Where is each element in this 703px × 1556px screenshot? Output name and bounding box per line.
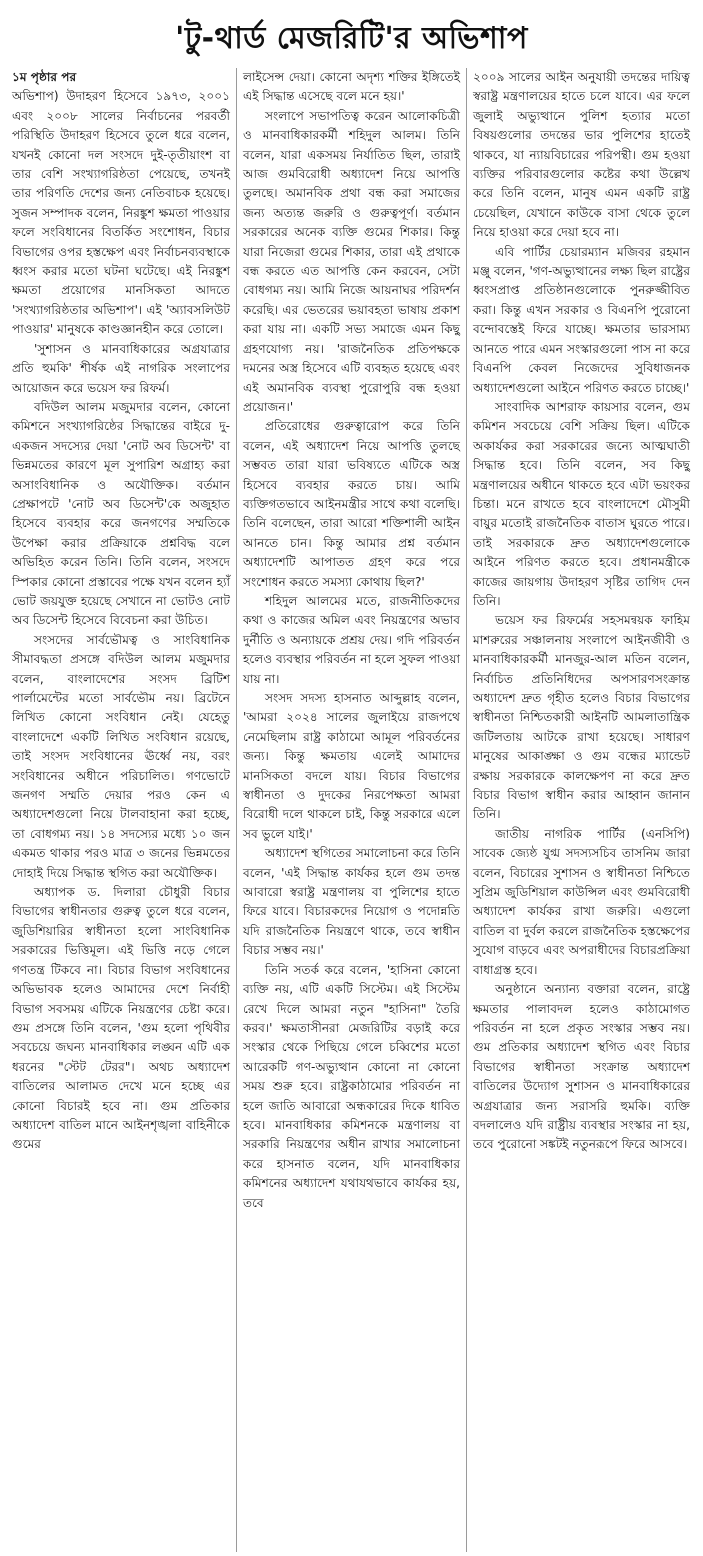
column-3 [466,68,696,1552]
paragraph: সাংবাদিক আশরাফ কায়সার বলেন, গুম কমিশন সবচেয়ে বেশি সক্রিয় ছিল। এটিকে অকার্যকর করা সরকারের জন্যে আত্মঘাতী সিদ্ধান্ত হবে। তিনি বলেন, সব কিছু মন্ত্রণালয়ের অধীনে থাকতে হবে এটা ভয়ংকর চিন্তা। মনে রাখতে হবে বাংলাদেশে মৌসুমী বায়ুর মতোই রাজনৈতিক বাতাস ঘুরতে পারে। তাই সরকারকে দ্রুত অধ্যাদেশগুলোকে আইনে পরিণত করতে হবে। প্রধানমন্ত্রীকে কাজের জায়গায় উদাহরণ সৃষ্টির তাগিদ দেন তিনি। [473,399,690,608]
paragraph: জাতীয় নাগরিক পার্টির (এনসিপি) সাবেক জ্যেষ্ঠ যুগ্ম সদস্যসচিব তাসনিম জারা বলেন, বিচারের সুশাসন ও স্বাধীনতা নিশ্চিতে সুপ্রিম জুডিশিয়াল কাউন্সিল এবং গুমবিরোধী অধ্যাদেশ কার্যকর রাখা জরুরি। এগুলো বাতিল বা দুর্বল করলে রাজনৈতিক হস্তক্ষেপের সুযোগ বাড়বে এবং অপরাধীদের বিচারপ্রক্রিয়া বাধাগ্রস্ত হবে। [473,826,690,977]
paragraph: সংসদ সদস্য হাসনাত আব্দুল্লাহ বলেন, 'আমরা ২০২৪ সালের জুলাইয়ে রাজপথে নেমেছিলাম রাষ্ট্র কাঠামো আমূল পরিবর্তনের জন্য। কিন্তু ক্ষমতায় এলেই আমাদের মানসিকতা বদলে যায়। বিচার বিভাগের স্বাধীনতা ও দুদকের নিরপেক্ষতা আমরা বিরোধী দলে থাকলে চাই, কিন্তু সরকারে এলে সব ভুলে যাই।' [243,691,460,841]
paragraph: লাইসেন্স দেয়া। কোনো অদৃশ্য শক্তির ইঙ্গিতেই এই সিদ্ধান্ত এসেছে বলে মনে হয়।' [243,70,460,104]
paragraph: ভয়েস ফর রিফর্মের সহসমন্বয়ক ফাহিম মাশরুরের সঞ্চালনায় সংলাপে আইনজীবী ও মানবাধিকারকর্মী মানজুর-আল মতিন বলেন, নির্বাচিত প্রতিনিধিদের অপসারণসংক্রান্ত অধ্যাদেশ দ্রুত গৃহীত হলেও বিচার বিভাগের স্বাধীনতা নিশ্চিতকারী আইনটি আমলাতান্ত্রিক জটিলতায় আটকে রাখা হয়েছে। সাধারণ মানুষের আকাঙ্ক্ষা ও গুম বন্ধের ম্যান্ডেট রক্ষায় সরকারকে কালক্ষেপণ না করে দ্রুত বিচার বিভাগ স্বাধীন করার আহ্বান জানান তিনি। [473,613,690,822]
paragraph: অধ্যাদেশ স্থগিতের সমালোচনা করে তিনি বলেন, 'এই সিদ্ধান্ত কার্যকর হলে গুম তদন্ত আবারো স্বরাষ্ট্র মন্ত্রণালয় বা পুলিশের হাতে ফিরে যাবে। বিচারকদের নিয়োগ ও পদোন্নতি যদি রাজনৈতিক নিয়ন্ত্রণে থাকে, তবে স্বাধীন বিচার সম্ভব নয়।' [243,846,460,958]
headline: 'টু-থার্ড মেজরিটি'র অভিশাপ [175,21,528,56]
paragraph: ২০০৯ সালের আইন অনুযায়ী তদন্তের দায়িত্ব স্বরাষ্ট্র মন্ত্রণালয়ের হাতে চলে যাবে। এর ফলে জুলাই অভ্যুত্থানে পুলিশ হত্যার মতো বিষয়গুলোর তদন্তের ভার পুলিশের হাতেই থাকবে, যা ন্যায়বিচারের পরিপন্থী। গুম হওয়া ব্যক্তির পরিবারগুলোর কষ্টের কথা উল্লেখ করে তিনি বলেন, মানুষ এমন একটি রাষ্ট্র চেয়েছিল, যেখানে কাউকে বাসা থেকে তুলে নিয়ে হাওয়া করে দেয়া হবে না। [473,70,690,240]
continued-from-label: ১ম পৃষ্ঠার পর [12,70,77,84]
article-columns [6,68,697,1552]
paragraph: 'সুশাসন ও মানবাধিকারের অগ্রযাত্রার প্রতি হুমকি' শীর্ষক এই নাগরিক সংলাপের আয়োজন করে ভয়েস ফর রিফর্ম। [12,341,230,395]
column-2 [236,68,466,1552]
paragraph: সংলাপে সভাপতিত্ব করেন আলোকচিত্রী ও মানবাধিকারকর্মী শহিদুল আলম। তিনি বলেন, যারা একসময় নির্যাতিত ছিল, তারাই আজ গুমবিরোধী অধ্যাদেশ নিয়ে আপত্তি তুলছে। অমানবিক প্রথা বন্ধ করা সমাজের জন্য অত্যন্ত জরুরি ও গুরুত্বপূর্ণ। বর্তমান সরকারের অনেক ব্যক্তি গুমের শিকার। কিন্তু যারা নিজেরা গুমের শিকার, তারা এই প্রথাকে বন্ধ করতে এত আপত্তি কেন করবেন, সেটা বোধগম্য নয়। আমি নিজে আয়নাঘর পরিদর্শন করেছি। এর ভেতরের ভয়াবহতা ভাষায় প্রকাশ করা যায় না। একটি সভ্য সমাজে এমন কিছু গ্রহণযোগ্য নয়। 'রাজনৈতিক প্রতিপক্ষকে দমনের অস্ত্র হিসেবে এটি ব্যবহৃত হয়েছে এবং এই অমানবিক ব্যবস্থা পুরোপুরি বন্ধ হওয়া প্রয়োজন।' [243,108,460,414]
paragraph: শহিদুল আলমের মতে, রাজনীতিকদের কথা ও কাজের অমিল এবং নিয়ন্ত্রণের অভাব দুর্নীতি ও অন্যায়কে প্রশ্রয় দেয়। গদি পরিবর্তন হলেও ব্যবস্থার পরিবর্তন না হলে সুফল পাওয়া যায় না। [243,593,460,686]
paragraph: অভিশাপ) উদাহরণ হিসেবে ১৯৭৩, ২০০১ এবং ২০০৮ সালের নির্বাচনের পরবর্তী পরিস্থিতি উদাহরণ হিসেবে তুলে ধরে বলেন, যখনই কোনো দল সংসদে দুই-তৃতীয়াংশ বা তার বেশি সংখ্যাগরিষ্ঠতা পেয়েছে, তখনই তার পরিণতি দেশের জন্য নেতিবাচক হয়েছে। সুজন সম্পাদক বলেন, নিরঙ্কুশ ক্ষমতা পাওয়ার ফলে সংবিধানের বিতর্কিত সংশোধন, বিচার বিভাগের ওপর হস্তক্ষেপ এবং নির্বাচনব্যবস্থাকে ধ্বংস করার মতো ঘটনা ঘটেছে। এই নিরঙ্কুশ ক্ষমতা প্রয়োগের মানসিকতা আদতে 'সংখ্যাগরিষ্ঠতার অভিশাপ'। এই 'অ্যাবসলিউট পাওয়ার' মানুষকে কাণ্ডজ্ঞানহীন করে তোলে। [12,89,230,337]
paragraph: অধ্যাপক ড. দিলারা চৌধুরী বিচার বিভাগের স্বাধীনতার গুরুত্ব তুলে ধরে বলেন, জুডিশিয়ারির স্বাধীনতা হলো সাংবিধানিক সরকারের ভিত্তিমূল। এই ভিত্তি নড়ে গেলে গণতন্ত্র টিকবে না। বিচার বিভাগ সংবিধানের অভিভাবক হলেও আমাদের দেশে নির্বাহী বিভাগ সবসময় এটিকে নিয়ন্ত্রণের চেষ্টা করে। গুম প্রসঙ্গে তিনি বলেন, 'গুম হলো পৃথিবীর সবচেয়ে জঘন্য মানবাধিকার লঙ্ঘন এটি এক ধরনের "স্টেট টেরর"। অথচ অধ্যাদেশ বাতিলের আলামত দেখে মনে হচ্ছে এর কোনো বিচারই হবে না। গুম প্রতিকার অধ্যাদেশ বাতিল মানে আইনশৃঙ্খলা বাহিনীকে গুমের [12,885,230,1152]
column-1 [6,68,236,1552]
paragraph: তিনি সতর্ক করে বলেন, 'হাসিনা কোনো ব্যক্তি নয়, এটি একটি সিস্টেম। এই সিস্টেম রেখে দিলে আমরা নতুন "হাসিনা" তৈরি করব।' ক্ষমতাসীনরা মেজরিটির বড়াই করে সংস্কার থেকে পিছিয়ে গেলে চব্বিশের মতো আরেকটি গণ-অভ্যুত্থান কোনো না কোনো সময় শুরু হবে। রাষ্ট্রকাঠামোর পরিবর্তন না হলে জাতি আবারো অন্ধকারের দিকে ধাবিত হবে। মানবাধিকার কমিশনকে মন্ত্রণালয় বা সরকারি নিয়ন্ত্রণের অধীন রাখার সমালোচনা করে হাসনাত বলেন, যদি মানবাধিকার কমিশনের অধ্যাদেশ যথাযথভাবে কার্যকর হয়, তবে [243,962,460,1210]
paragraph: বদিউল আলম মজুমদার বলেন, কোনো কমিশনে সংখ্যাগরিষ্ঠের সিদ্ধান্তের বাইরে দু-একজন সদস্যের দেয়া 'নোট অব ডিসেন্ট' বা ভিন্নমতের কারণে মূল সুপারিশ অগ্রাহ্য করা অসাংবিধানিক ও অযৌক্তিক। বর্তমান প্রেক্ষাপটে 'নোট অব ডিসেন্ট'কে অজুহাত হিসেবে ব্যবহার করে জনগণের সম্মতিকে উপেক্ষা করার প্রক্রিয়াকে প্রশ্নবিদ্ধ বলে অভিহিত করেন তিনি। তিনি বলেন, সংসদে স্পিকার কোনো প্রস্তাবের পক্ষে যখন বলেন হ্যাঁ ভোট জয়যুক্ত হয়েছে সেখানে না ভোটও নোট অব ডিসেন্ট হিসেবে বিবেচনা করা উচিত। [12,399,230,628]
paragraph: অনুষ্ঠানে অন্যান্য বক্তারা বলেন, রাষ্ট্রে ক্ষমতার পালাবদল হলেও কাঠামোগত পরিবর্তন না হলে প্রকৃত সংস্কার সম্ভব নয়। গুম প্রতিকার অধ্যাদেশ স্থগিত এবং বিচার বিভাগের স্বাধীনতা সংক্রান্ত অধ্যাদেশ বাতিলের উদ্যোগ সুশাসন ও মানবাধিকারের অগ্রযাত্রার জন্য সরাসরি হুমকি। ব্যক্তি বদলালেও যদি রাষ্ট্রীয় ব্যবস্থার সংস্কার না হয়, তবে পুরোনো সঙ্কটই নতুনরূপে ফিরে আসবে। [473,982,690,1152]
paragraph: প্রতিরোধের গুরুত্বারোপ করে তিনি বলেন, এই অধ্যাদেশ নিয়ে আপত্তি তুলছে সম্ভবত তারা যারা ভবিষ্যতে এটিকে অস্ত্র হিসেবে ব্যবহার করতে চায়। আমি ব্যক্তিগতভাবে আইনমন্ত্রীর সাথে কথা বলেছি। তিনি বলেছেন, তারা আরো শক্তিশালী আইন আনতে চান। কিন্তু আমার প্রশ্ন বর্তমান অধ্যাদেশটি আপাতত গ্রহণ করে পরে সংশোধন করতে সমস্যা কোথায় ছিল?' [243,419,460,589]
paragraph: এবি পার্টির চেয়ারম্যান মজিবর রহমান মঞ্জু বলেন, 'গণ-অভ্যুত্থানের লক্ষ্য ছিল রাষ্ট্রের ধ্বংসপ্রাপ্ত প্রতিষ্ঠানগুলোকে পুনরুজ্জীবিত করা। কিন্তু এখন সরকার ও বিএনপি পুরোনো বন্দোবস্তেই ফিরে যাচ্ছে। ক্ষমতার ভারসাম্য আনতে পারে এমন সংস্কারগুলো পাস না করে বিএনপি কেবল নিজেদের সুবিধাজনক অধ্যাদেশগুলো আইনে পরিণত করতে চাচ্ছে।' [473,244,690,395]
paragraph: সংসদের সার্বভৌমত্ব ও সাংবিধানিক সীমাবদ্ধতা প্রসঙ্গে বদিউল আলম মজুমদার বলেন, বাংলাদেশের সংসদ ব্রিটিশ পার্লামেন্টের মতো সার্বভৌম নয়। ব্রিটেনে লিখিত কোনো সংবিধান নেই। যেহেতু বাংলাদেশে একটি লিখিত সংবিধান রয়েছে, তাই সংসদ সংবিধানের ঊর্ধ্বে নয়, বরং সংবিধানের অধীনে পরিচালিত। গণভোটে জনগণ সম্মতি দেয়ার পরও কেন এ অধ্যাদেশগুলো নিয়ে টালবাহানা করা হচ্ছে, তা বোধগম্য নয়। ১৪ সদস্যের মধ্যে ১০ জন একমত থাকার পরও মাত্র ৩ জনের ভিন্নমতের দোহাই দিয়ে সিদ্ধান্ত স্থগিত করা অযৌক্তিক। [12,632,230,880]
